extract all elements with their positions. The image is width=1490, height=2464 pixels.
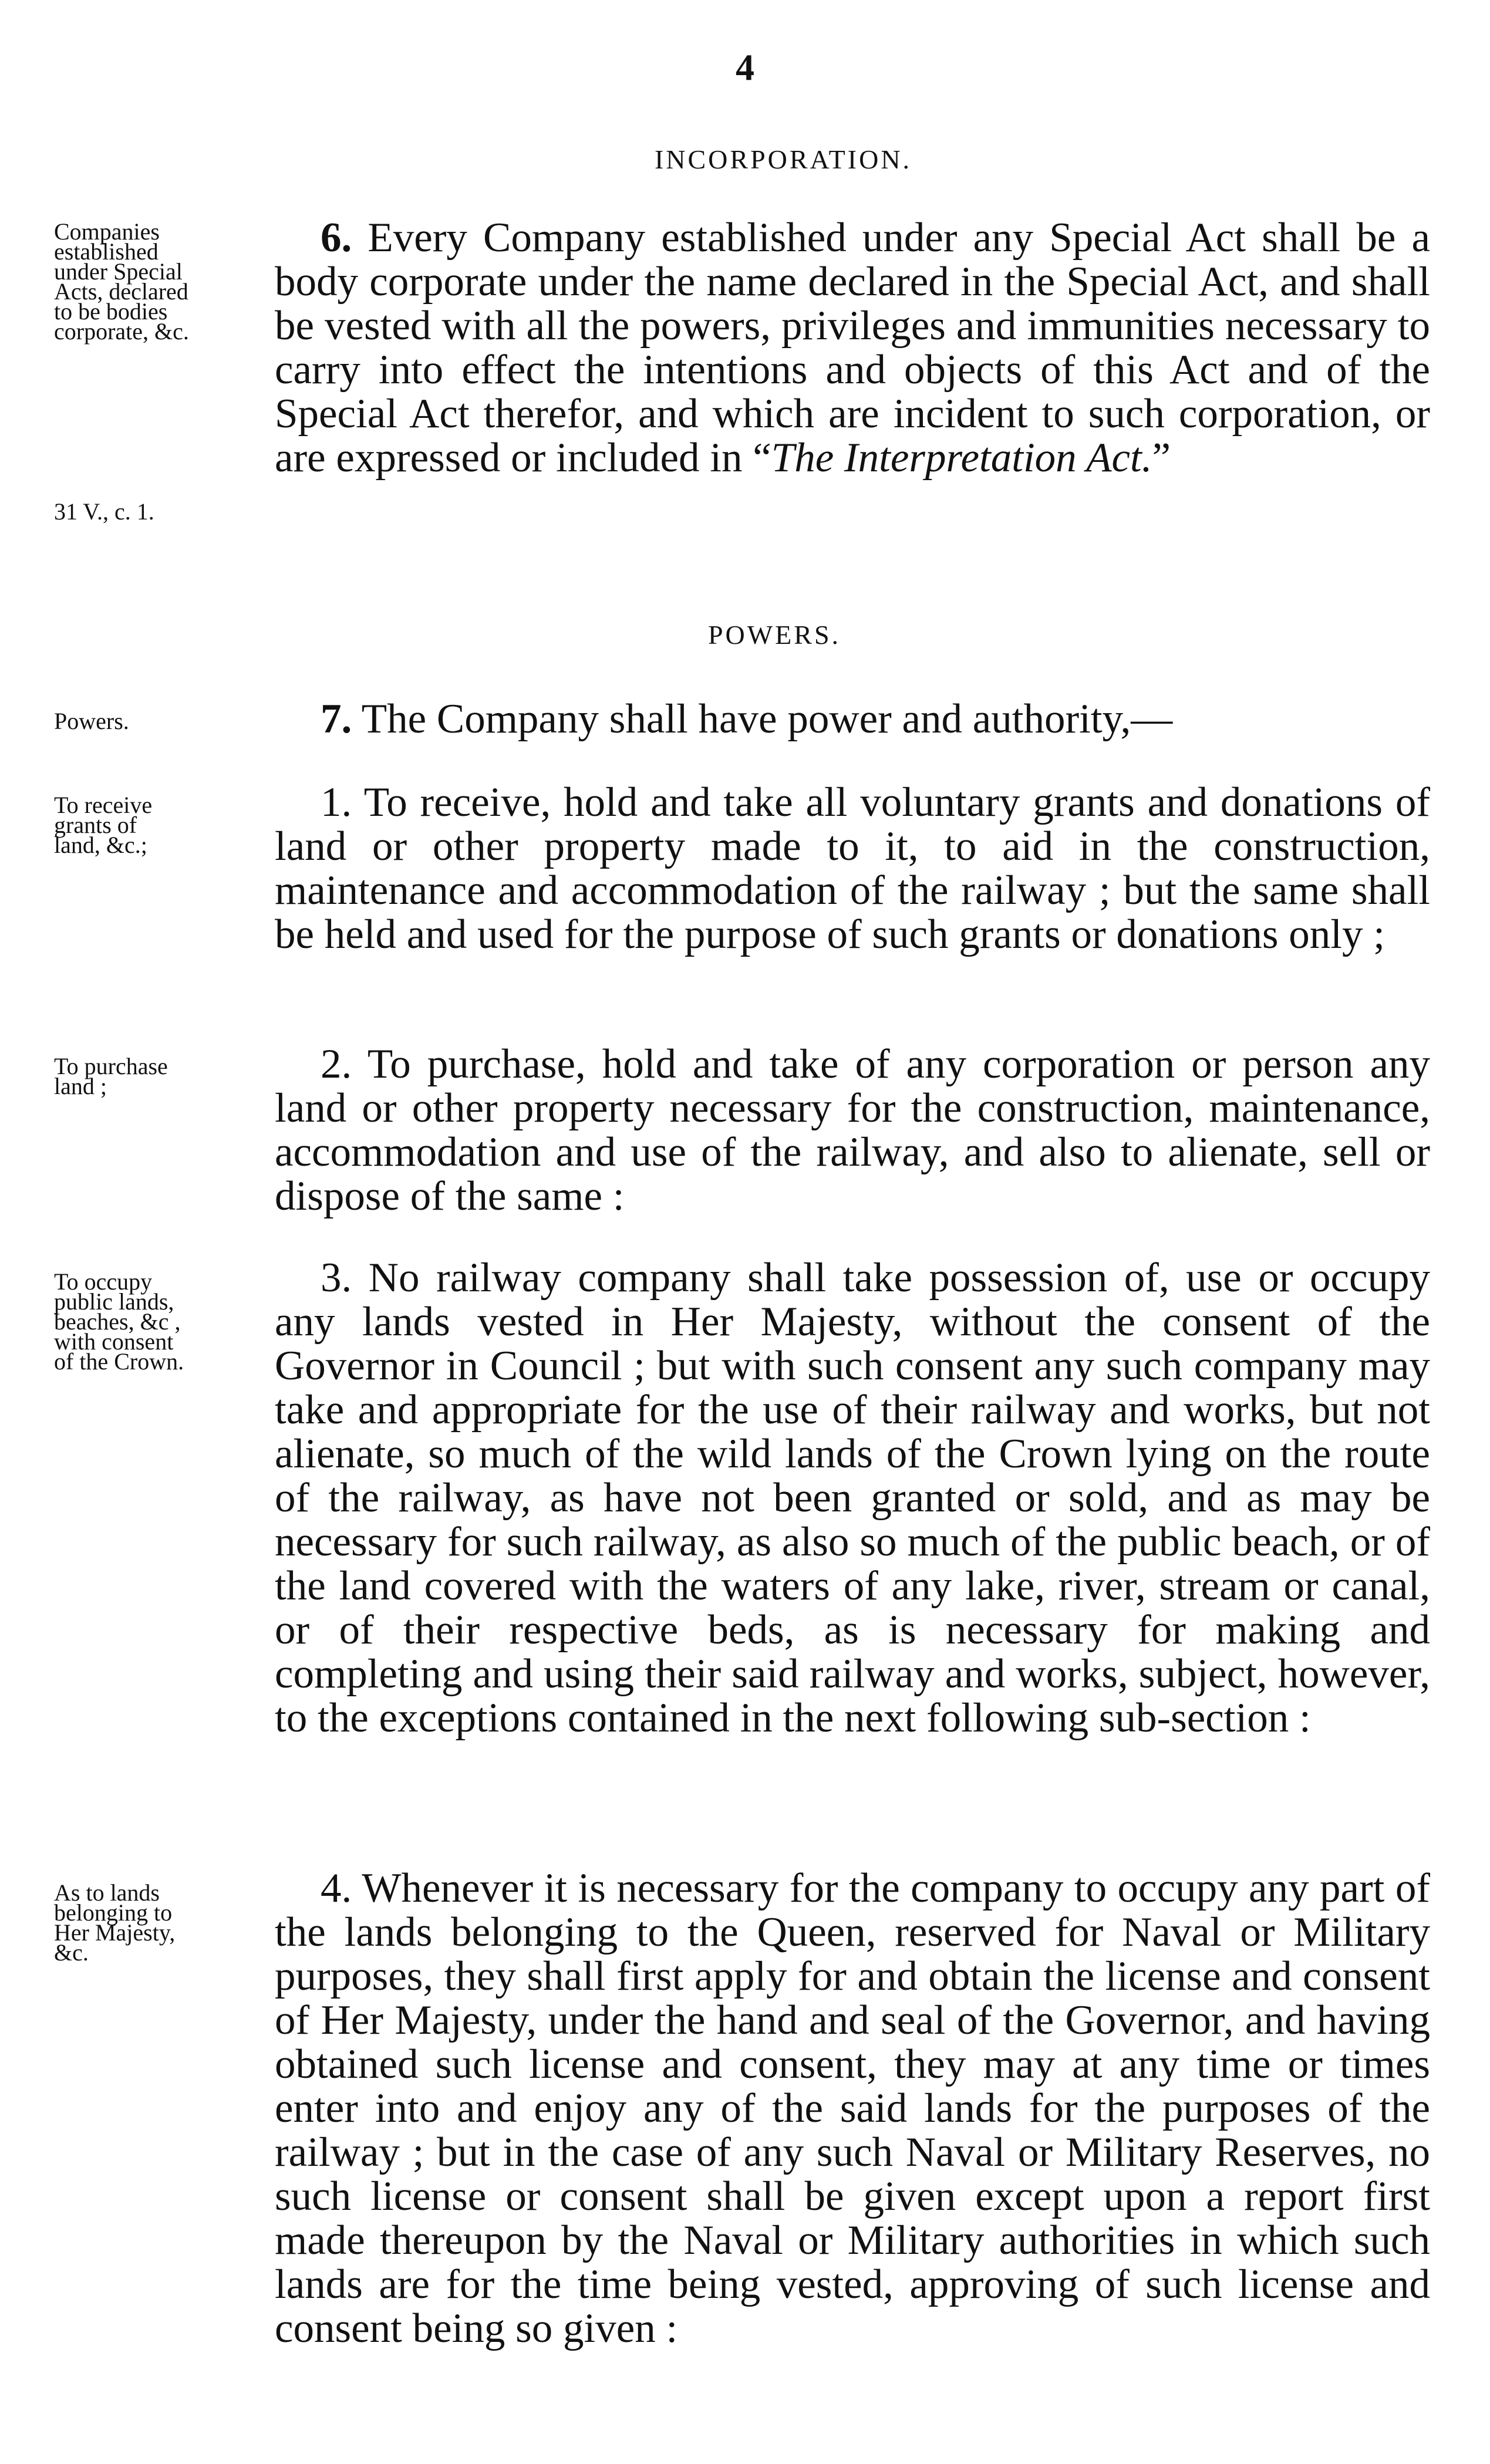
margin-note-line: corporate, &c.: [54, 318, 189, 345]
heading-powers: POWERS.: [707, 620, 841, 650]
margin-note-line: beaches, &c ,: [54, 1308, 181, 1335]
page-number: 4: [736, 46, 754, 88]
margin-note-line: belonging to: [54, 1899, 173, 1926]
section-6-paragraph: [275, 216, 1430, 480]
subsection-2-paragraph: [275, 1042, 1430, 1219]
margin-note-section-7: [54, 708, 265, 734]
margin-note-line: to be bodies: [54, 298, 168, 325]
margin-note-line: To occupy: [54, 1268, 153, 1295]
margin-note-line: public lands,: [54, 1288, 174, 1315]
margin-note-subsection-4: [54, 1879, 265, 1966]
section-number: 6.: [321, 215, 352, 261]
subsection-3-paragraph: [275, 1256, 1430, 1740]
margin-note-line: grants of: [54, 812, 137, 838]
margin-note-line: established: [54, 238, 159, 265]
margin-note-section-6: [54, 218, 265, 345]
margin-note-subsection-2: [54, 1053, 265, 1099]
margin-note-line: land ;: [54, 1073, 107, 1099]
margin-note-line: Companies: [54, 218, 160, 245]
citation-text: 31 V., c. 1.: [54, 498, 154, 525]
subsection-4-paragraph: [275, 1866, 1430, 2351]
subsection-1-paragraph: [275, 781, 1430, 957]
section-6-text: [275, 216, 1430, 480]
margin-note-line: As to lands: [54, 1879, 160, 1906]
margin-note-line: of the Crown.: [54, 1348, 184, 1375]
margin-note-line: under Special: [54, 258, 183, 285]
margin-note-line: land, &c.;: [54, 832, 147, 858]
margin-note-line: To receive: [54, 792, 153, 818]
margin-note-subsection-1: [54, 792, 265, 858]
subsection-4-text: 4. Whenever it is necessary for the company to occupy any part of the lands belonging to the Queen, reserved for Naval or Military purposes, they shall first apply for and obtain the license and consent of Her Majesty, under the hand and seal of the Governor, and having obtained such license and consent, they may at any time or times enter into and enjoy any of the said lands for the purposes of the railway ; but in the case of any such Naval or Military Reserves, no such license or consent shall be given except upon a report first made thereupon by the Naval or Military authorities in which such lands are for the time being vested, approving of such license and consent being so given :: [275, 1865, 1430, 2351]
margin-note-subsection-3: [54, 1268, 265, 1375]
subsection-1-text: 1. To receive, hold and take all voluntary grants and donations of land or other property made to it, to aid in the construction, maintenance and accommodation of the railway ; but the same shall be held and used for the purpose of such grants or donations only ;: [275, 779, 1430, 957]
closing-quote: ”: [1152, 435, 1171, 481]
section-7-paragraph: [275, 697, 1430, 741]
section-body: Every Company established under any Special Act shall be a body corporate under the name declared in the Special Act, and shall be vested with all the powers, privileges and immunities necessary to carry into effect the intentions and objects of this Act and of the Special Act therefor, and which are incident to such corporation, or are expressed or included in “: [275, 215, 1430, 481]
citation-note: [54, 498, 265, 525]
subsection-3-text: 3. No railway company shall take possession of, use or occupy any lands vested in Her Majesty, without the consent of the Governor in Council ; but with such consent any such company may take and appropriate for the use of their railway and works, but not alienate, so much of the wild lands of the Crown lying on the route of the railway, as have not been granted or sold, and as may be necessary for such railway, as also so much of the public beach, or of the land covered with the waters of any lake, river, stream or canal, or of their respective beds, as is necessary for making and completing and using their said railway and works, subject, however, to the exceptions contained in the next following sub-section :: [275, 1255, 1430, 1741]
margin-note-line: &c.: [54, 1939, 89, 1966]
margin-note-line: with consent: [54, 1328, 174, 1355]
section-number: 7.: [321, 696, 352, 742]
margin-note-line: Powers.: [54, 708, 129, 734]
margin-note-line: To purchase: [54, 1053, 168, 1079]
section-body: The Company shall have power and authority,—: [352, 696, 1173, 742]
heading-incorporation: INCORPORATION.: [654, 144, 912, 174]
subsection-2-text: 2. To purchase, hold and take of any corporation or person any land or other property necessary for the construction, maintenance, accommodation and use of the railway, and also to alienate, sell or dispose of the same :: [275, 1041, 1430, 1219]
margin-note-line: Her Majesty,: [54, 1919, 176, 1946]
section-7-text: [275, 697, 1430, 741]
act-title: The Interpretation Act.: [771, 435, 1152, 481]
margin-note-line: Acts, declared: [54, 278, 188, 305]
